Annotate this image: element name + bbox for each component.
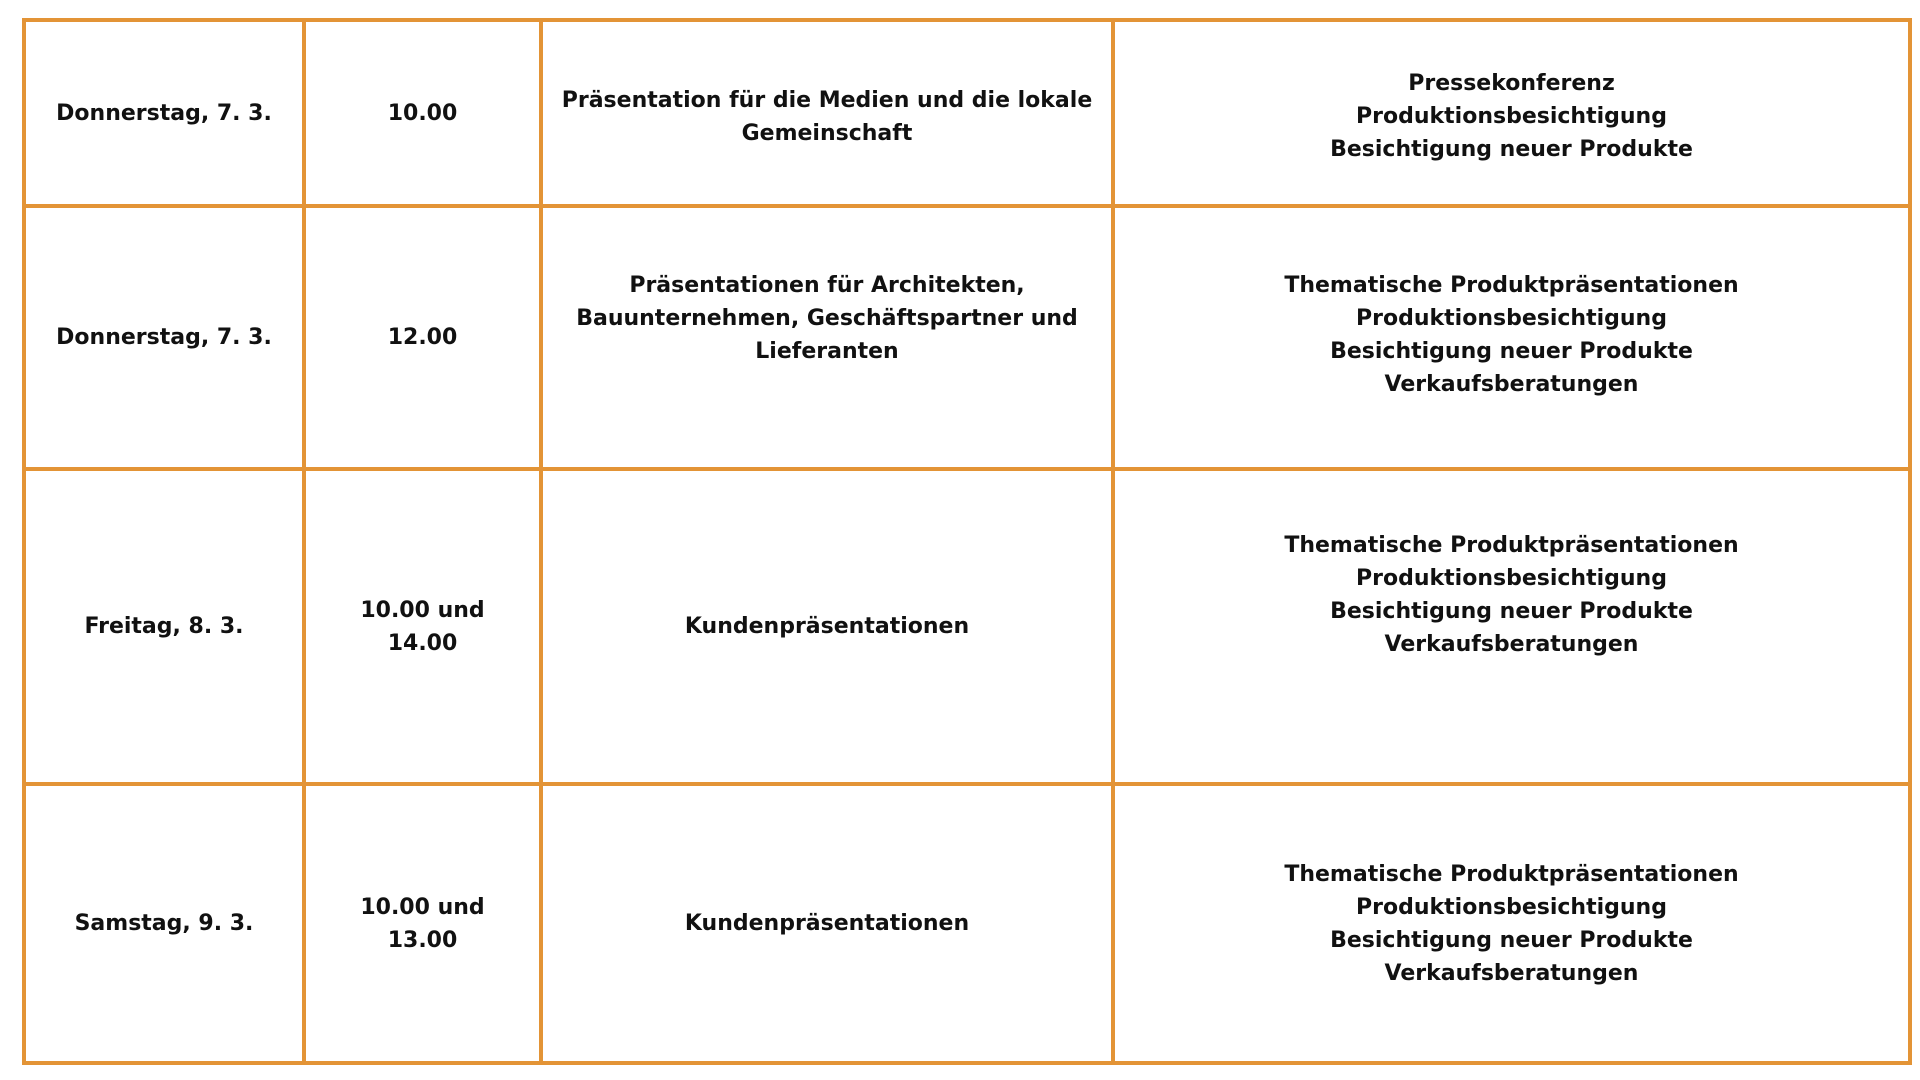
time-text: 10.00	[387, 100, 458, 126]
description-cell	[541, 784, 1113, 1063]
time-text: 10.00 und 13.00	[360, 894, 485, 953]
activities-cell	[1113, 469, 1910, 784]
time-cell	[304, 469, 541, 784]
time-cell	[304, 206, 541, 469]
description-text: Präsentationen für Architekten, Bauunternehmen, Geschäftspartner und Lieferanten	[576, 273, 1078, 364]
day-text: Samstag, 9. 3.	[74, 911, 254, 936]
schedule-table	[22, 18, 1912, 1065]
activity-item: Verkaufsberatungen	[1384, 372, 1639, 397]
activity-item: Produktionsbesichtigung	[1356, 306, 1667, 331]
table-row	[24, 20, 1910, 206]
table-row	[24, 469, 1910, 784]
time-cell	[304, 784, 541, 1063]
time-text: 12.00	[387, 325, 458, 350]
activity-item: Pressekonferenz	[1408, 71, 1615, 96]
day-cell	[24, 784, 304, 1063]
activity-item: Besichtigung neuer Produkte	[1330, 339, 1693, 364]
activity-item: Besichtigung neuer Produkte	[1330, 137, 1693, 162]
description-cell	[541, 469, 1113, 784]
description-cell	[541, 20, 1113, 206]
activity-item: Besichtigung neuer Produkte	[1330, 927, 1693, 953]
activities-cell	[1113, 206, 1910, 469]
description-cell	[541, 206, 1113, 469]
description-text: Präsentation für die Medien und die lokale Gemeinschaft	[561, 88, 1093, 146]
activities-cell	[1113, 784, 1910, 1063]
activity-item: Thematische Produktpräsentationen	[1284, 533, 1739, 558]
activity-item: Produktionsbesichtigung	[1356, 894, 1667, 920]
activity-item: Thematische Produktpräsentationen	[1284, 273, 1739, 298]
description-text: Kundenpräsentationen	[684, 614, 970, 639]
activity-item: Produktionsbesichtigung	[1356, 104, 1667, 129]
activity-item: Produktionsbesichtigung	[1356, 566, 1667, 591]
day-cell	[24, 206, 304, 469]
day-cell	[24, 20, 304, 206]
day-cell	[24, 469, 304, 784]
time-text: 10.00 und 14.00	[360, 597, 485, 656]
day-text: Donnerstag, 7. 3.	[56, 325, 272, 350]
activity-item: Verkaufsberatungen	[1384, 960, 1639, 986]
time-cell	[304, 20, 541, 206]
activity-item: Thematische Produktpräsentationen	[1284, 861, 1739, 887]
day-text: Donnerstag, 7. 3.	[56, 100, 272, 126]
activity-item: Verkaufsberatungen	[1384, 632, 1639, 657]
day-text: Freitag, 8. 3.	[84, 614, 244, 639]
description-text: Kundenpräsentationen	[684, 911, 970, 936]
activity-item: Besichtigung neuer Produkte	[1330, 599, 1693, 624]
activities-cell	[1113, 20, 1910, 206]
table-row	[24, 784, 1910, 1063]
table-row	[24, 206, 1910, 469]
